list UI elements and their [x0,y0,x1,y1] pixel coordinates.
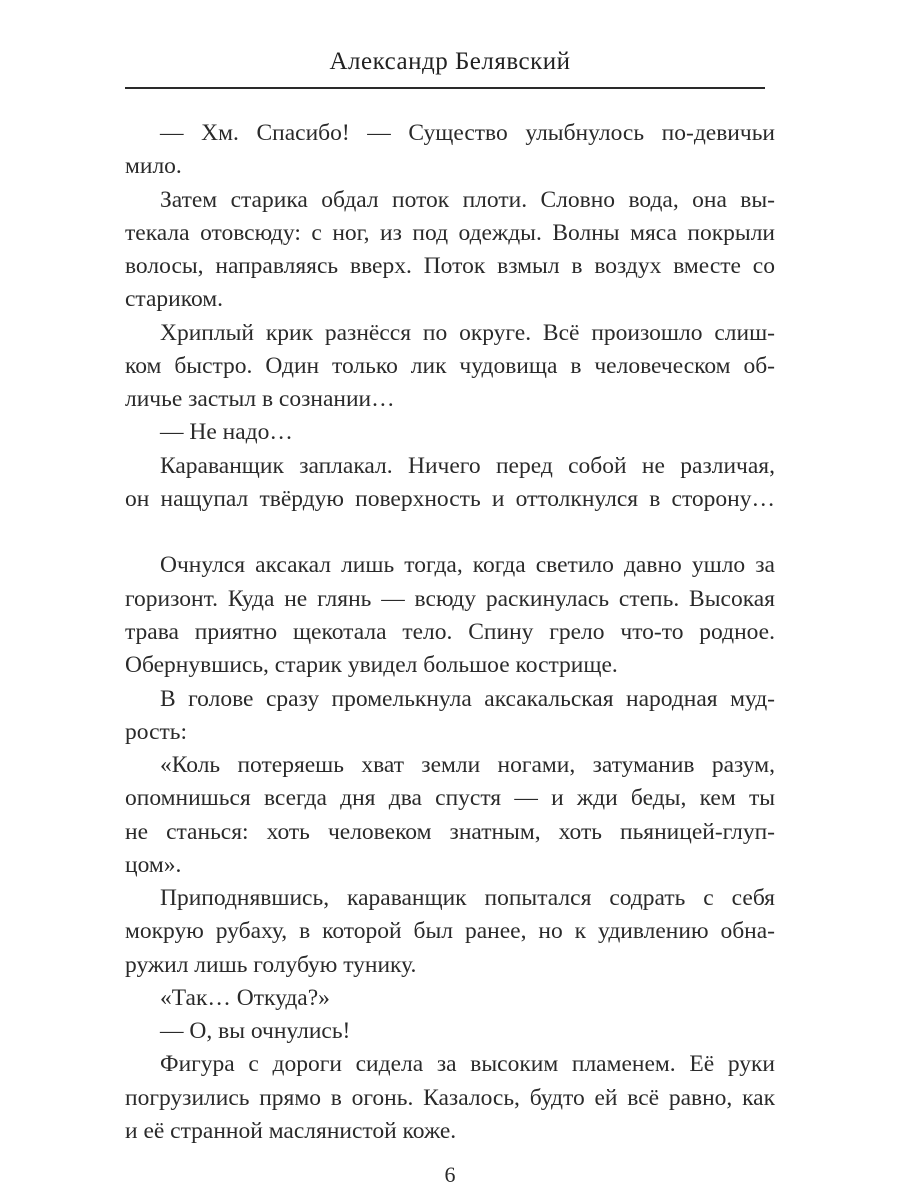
text-line: — О, вы очнулись! [160,1018,351,1045]
text-line: мило. [125,153,182,180]
text-line: — Хм. Спасибо! — Существо улыбнулось по-девичьи [160,120,775,146]
text-line: не станься: хоть человеком знатным, хоть пьяницей-глуп- [125,818,775,845]
text-line: стариком. [125,286,224,313]
text-line: он нащупал твёрдую поверхность и оттолкнулся в сторону… [125,485,775,512]
text-line: Очнулся аксакал лишь тогда, когда светило давно ушло за [160,552,775,579]
text-line: — Не надо… [160,419,293,446]
page-number: 6 [444,1162,456,1187]
running-head-author: Александр Белявский [329,48,571,75]
text-line: «Коль потеряешь хват земли ногами, затуманив разум, [160,752,775,779]
text-line: «Так… Откуда?» [160,984,330,1011]
text-line: Обернувшись, старик увидел большое кострище. [125,652,618,679]
text-line: Хриплый крик разнёсся по округе. Всё произошло слиш- [160,319,775,346]
text-line: волосы, направляясь вверх. Поток взмыл в воздух вместе со [125,253,775,280]
text-line: трава приятно щекотала тело. Спину грело что-то родное. [125,618,775,645]
text-line: рость: [125,718,188,745]
text-line: Фигура с дороги сидела за высоким пламенем. Её руки [160,1051,775,1078]
text-line: Караванщик заплакал. Ничего перед собой не различая, [160,452,775,479]
body-text [125,117,775,1148]
text-line: Приподнявшись, караванщик попытался содрать с себя [160,885,775,912]
text-line: текала отовсюду: с ног, из под одежды. Волны мяса покрыли [125,219,775,246]
text-line: горизонт. Куда не глянь — всюду раскинулась степь. Высокая [125,585,775,612]
header-divider [125,87,765,89]
text-line: личье застыл в сознании… [125,386,395,413]
text-line: Затем старика обдал поток плоти. Словно вода, она вы- [160,186,775,213]
text-line: погрузились прямо в огонь. Казалось, будто ей всё равно, как [125,1084,775,1111]
blank-line [125,516,775,549]
text-line: цом». [125,851,182,878]
text-line: ружил лишь голубую тунику. [125,951,417,978]
text-line: ком быстро. Один только лик чудовища в человеческом об- [125,352,775,379]
text-line: В голове сразу промелькнула аксакальская народная муд- [160,685,775,712]
text-line: опомнишься всегда дня два спустя — и жди беды, кем ты [125,785,775,812]
text-line: мокрую рубаху, в которой был ранее, но к удивлению обна- [125,918,775,945]
text-line: и её странной маслянистой коже. [125,1117,457,1144]
